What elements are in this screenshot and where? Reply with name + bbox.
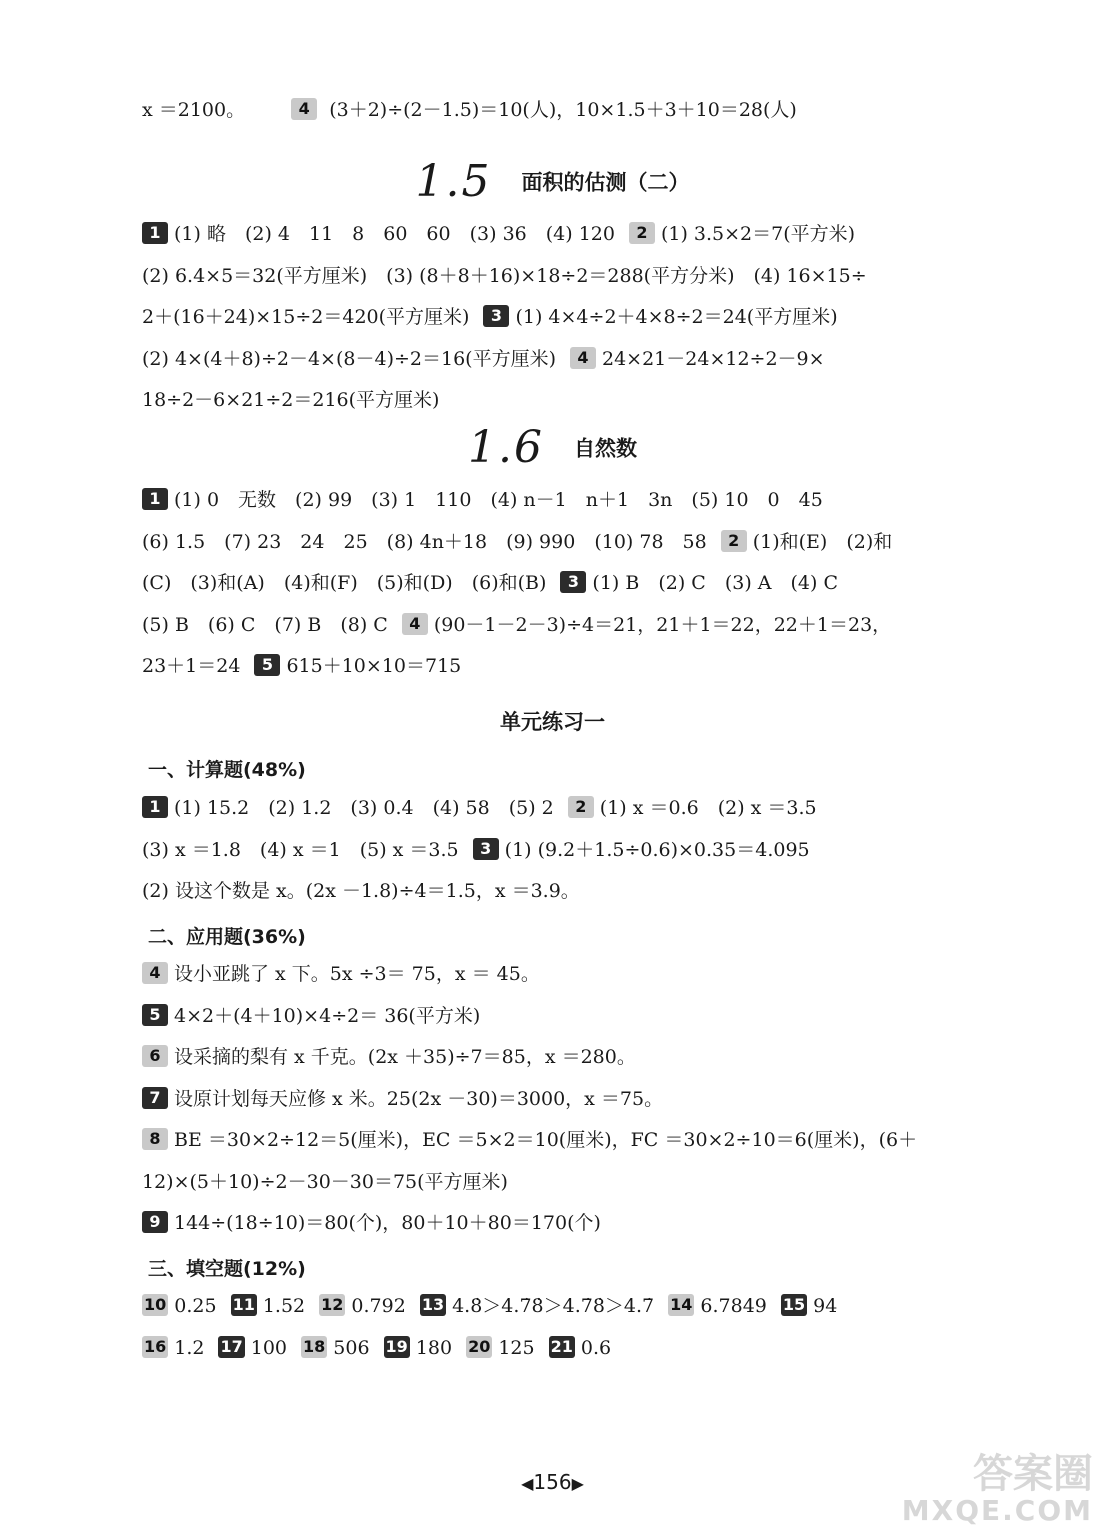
question-badge: 3 bbox=[483, 305, 509, 327]
answer-line bbox=[142, 1163, 1043, 1201]
part-heading-application: 二、应用题(36%) bbox=[148, 926, 306, 948]
answer-text: 1.2 bbox=[174, 1336, 205, 1359]
answer-segment bbox=[142, 381, 439, 419]
answer-text: (1) B (2) C (3) A (4) C bbox=[592, 572, 838, 594]
answer-segment bbox=[218, 1329, 287, 1367]
answer-line bbox=[142, 606, 1043, 644]
answer-line bbox=[142, 1038, 1043, 1076]
answer-text: 18÷2－6×21÷2＝216(平方厘米) bbox=[142, 389, 440, 411]
answer-text: (1) (9.2＋1.5÷0.6)×0.35＝4.095 bbox=[504, 838, 810, 861]
answer-text: 设采摘的梨有 x 千克。(2x ＋35)÷7＝85，x ＝280。 bbox=[174, 1046, 636, 1068]
section-number: 1.6 bbox=[467, 422, 544, 473]
answer-text: (1) x ＝0.6 (2) x ＝3.5 bbox=[599, 797, 817, 819]
answer-segment bbox=[568, 789, 817, 827]
section-heading-1-5 bbox=[0, 156, 1105, 207]
answer-text: 180 bbox=[415, 1336, 453, 1359]
answer-segment bbox=[560, 564, 838, 602]
answer-line bbox=[142, 298, 1043, 336]
answer-line bbox=[142, 1121, 1043, 1159]
question-badge: 15 bbox=[782, 1295, 806, 1314]
question-badge: 2 bbox=[568, 796, 594, 818]
question-badge: 5 bbox=[254, 654, 280, 676]
answer-segment bbox=[142, 647, 240, 685]
question-badge: 9 bbox=[142, 1211, 168, 1233]
answer-text: 24×21－24×12÷2－9× bbox=[602, 347, 825, 370]
answer-text: BE ＝30×2÷12＝5(厘米)，EC ＝5×2＝10(厘米)，FC ＝30×2÷10＝6(厘米)，(6＋ bbox=[174, 1129, 918, 1151]
answer-line bbox=[142, 647, 1043, 685]
answer-line bbox=[142, 831, 1043, 869]
question-badge: 4 bbox=[570, 347, 596, 369]
question-badge: 11 bbox=[232, 1295, 255, 1314]
answer-text: (C) (3)和(A) (4)和(F) (5)和(D) (6)和(B) bbox=[142, 572, 547, 594]
answer-text: 0.25 bbox=[174, 1295, 217, 1317]
answer-segment bbox=[319, 1287, 406, 1325]
question-badge: 12 bbox=[321, 1295, 344, 1314]
question-badge: 3 bbox=[560, 571, 586, 593]
question-badge: 2 bbox=[629, 222, 655, 244]
question-badge: 21 bbox=[550, 1336, 573, 1356]
answer-line bbox=[142, 1329, 1043, 1367]
answer-text: (90－1－2－3)÷4＝21，21＋1＝22，22＋1＝23， bbox=[433, 613, 892, 636]
answer-segment bbox=[142, 955, 540, 993]
answer-segment bbox=[142, 1080, 663, 1118]
answer-line bbox=[142, 257, 1043, 295]
answer-text: (1)和(E) (2)和 bbox=[752, 530, 893, 553]
question-badge: 19 bbox=[385, 1336, 408, 1356]
answer-text: 125 bbox=[498, 1336, 535, 1359]
answer-segment bbox=[142, 215, 615, 253]
answer-segment bbox=[142, 481, 823, 519]
answer-text: (1) 15.2 (2) 1.2 (3) 0.4 (4) 58 (5) 2 bbox=[174, 797, 554, 819]
section-title: 面积的估测（二） bbox=[521, 170, 690, 195]
answer-text: 94 bbox=[813, 1295, 838, 1317]
answer-text: 100 bbox=[250, 1336, 288, 1359]
answer-segment bbox=[142, 257, 867, 295]
question-badge: 6 bbox=[142, 1045, 168, 1067]
answer-line bbox=[142, 955, 1043, 993]
question-badge: 4 bbox=[291, 98, 317, 120]
part-heading-fill: 三、填空题(12%) bbox=[148, 1258, 306, 1280]
unit-exercise-heading bbox=[0, 706, 1105, 736]
answer-segment bbox=[668, 1287, 767, 1325]
section-title: 自然数 bbox=[574, 436, 638, 461]
answer-line bbox=[142, 564, 1043, 602]
answer-line bbox=[142, 997, 1043, 1035]
answer-line bbox=[142, 523, 1043, 561]
answer-segment bbox=[142, 831, 459, 869]
answer-text: 12)×(5＋10)÷2－30－30＝75(平方厘米) bbox=[142, 1170, 508, 1193]
top-answer-line bbox=[142, 91, 1043, 129]
watermark-line-2: MXQE.COM bbox=[901, 1494, 1093, 1527]
answer-text: (1) 4×4÷2＋4×8÷2＝24(平方厘米) bbox=[515, 306, 838, 328]
question-badge: 1 bbox=[142, 222, 168, 244]
answer-text: 6.7849 bbox=[700, 1295, 767, 1317]
answer-segment bbox=[142, 1038, 636, 1076]
answer-text: (3) x ＝1.8 (4) x ＝1 (5) x ＝3.5 bbox=[142, 838, 459, 861]
answer-text: 615＋10×10＝715 bbox=[286, 655, 462, 677]
answer-text: (1) 略 (2) 4 11 8 60 60 (3) 36 (4) 120 bbox=[174, 223, 615, 245]
answer-segment bbox=[231, 1287, 306, 1325]
answer-text: (2) 6.4×5＝32(平方厘米) (3) (8＋8＋16)×18÷2＝288(平方分米) (4) 16×15÷ bbox=[142, 264, 867, 287]
watermark-line-1: 答案圈 bbox=[973, 1451, 1093, 1497]
answer-text: (1) 0 无数 (2) 99 (3) 1 110 (4) n－1 n＋1 3n (5) 10 0 45 bbox=[174, 489, 823, 511]
answer-segment bbox=[142, 789, 554, 827]
answer-segment bbox=[142, 523, 707, 561]
answer-segment bbox=[301, 1329, 370, 1367]
answer-line bbox=[142, 1204, 1043, 1242]
answer-line bbox=[142, 1287, 1043, 1325]
answer-text: 4×2＋(4＋10)×4÷2＝ 36(平方米) bbox=[174, 1004, 481, 1027]
answer-segment bbox=[142, 298, 469, 336]
answer-text: 0.6 bbox=[580, 1336, 612, 1359]
answer-text: 0.792 bbox=[351, 1295, 406, 1317]
question-badge: 1 bbox=[142, 488, 168, 510]
answer-segment bbox=[254, 647, 461, 685]
top-answer-text: (3＋2)÷(2－1.5)＝10(人)，10×1.5＋3＋10＝28(人) bbox=[329, 99, 797, 121]
question-badge: 17 bbox=[220, 1336, 243, 1356]
answer-segment bbox=[420, 1287, 654, 1325]
answer-segment bbox=[570, 340, 825, 378]
answer-text: (5) B (6) C (7) B (8) C bbox=[142, 613, 388, 636]
right-arrow-icon: ▶ bbox=[571, 1474, 584, 1493]
unit-title: 单元练习一 bbox=[500, 710, 605, 734]
answer-segment bbox=[142, 1163, 508, 1201]
answer-text: 设原计划每天应修 x 米。25(2x －30)＝3000，x ＝75。 bbox=[174, 1087, 664, 1110]
answer-text: (2) 4×(4＋8)÷2－4×(8－4)÷2＝16(平方厘米) bbox=[142, 347, 556, 370]
question-badge: 1 bbox=[142, 796, 168, 818]
answer-text: (1) 3.5×2＝7(平方米) bbox=[660, 223, 856, 245]
answer-line bbox=[142, 1080, 1043, 1118]
question-badge: 4 bbox=[402, 613, 428, 635]
answer-segment bbox=[142, 606, 388, 644]
answer-text: (2) 设这个数是 x。(2x －1.8)÷4＝1.5，x ＝3.9。 bbox=[142, 880, 580, 902]
answer-line bbox=[142, 481, 1043, 519]
answer-text: 2＋(16＋24)×15÷2＝420(平方厘米) bbox=[142, 306, 470, 328]
question-badge: 5 bbox=[142, 1004, 168, 1026]
answer-segment bbox=[142, 997, 480, 1035]
answer-line bbox=[142, 381, 1043, 419]
answer-text: 设小亚跳了 x 下。5x ÷3＝ 75，x ＝ 45。 bbox=[174, 963, 540, 985]
page-number: 156 bbox=[533, 1470, 572, 1494]
question-badge: 13 bbox=[421, 1295, 445, 1314]
answer-segment bbox=[549, 1329, 611, 1367]
question-badge: 4 bbox=[142, 962, 168, 984]
answer-line bbox=[142, 215, 1043, 253]
question-badge: 2 bbox=[721, 530, 747, 552]
answer-line bbox=[142, 789, 1043, 827]
question-badge: 14 bbox=[670, 1295, 693, 1314]
answer-text: 1.52 bbox=[262, 1295, 306, 1317]
question-badge: 7 bbox=[142, 1087, 168, 1109]
answer-segment bbox=[142, 872, 580, 910]
answer-segment bbox=[466, 1329, 535, 1367]
question-badge: 8 bbox=[142, 1128, 168, 1150]
answer-segment bbox=[142, 1287, 217, 1325]
part-heading-calc: 一、计算题(48%) bbox=[148, 759, 306, 781]
answer-segment bbox=[142, 1329, 204, 1367]
answer-line bbox=[142, 340, 1043, 378]
answer-segment bbox=[142, 340, 556, 378]
answer-text: 144÷(18÷10)＝80(个)，80＋10＋80＝170(个) bbox=[174, 1212, 601, 1234]
answer-segment bbox=[142, 1121, 917, 1159]
answer-segment bbox=[142, 564, 546, 602]
answer-segment bbox=[473, 831, 810, 869]
section-heading-1-6 bbox=[0, 422, 1105, 473]
answer-line bbox=[142, 872, 1043, 910]
question-badge: 10 bbox=[144, 1295, 167, 1314]
question-badge: 3 bbox=[473, 838, 499, 860]
answer-segment bbox=[781, 1287, 837, 1325]
answer-segment bbox=[384, 1329, 453, 1367]
answer-segment bbox=[629, 215, 855, 253]
watermark-logo bbox=[902, 1452, 1093, 1526]
answer-text: 506 bbox=[333, 1336, 370, 1359]
section-number: 1.5 bbox=[415, 156, 492, 207]
answer-text: 4.8̇＞4.7̇8̇＞4.7̇8̇＞4.7̇ bbox=[452, 1295, 655, 1317]
question-badge: 20 bbox=[468, 1336, 491, 1356]
answer-text: 23＋1＝24 bbox=[142, 655, 241, 677]
answer-segment bbox=[402, 606, 891, 644]
left-arrow-icon: ◀ bbox=[521, 1474, 534, 1493]
answer-segment bbox=[483, 298, 837, 336]
question-badge: 16 bbox=[144, 1336, 167, 1356]
answer-segment bbox=[142, 1204, 601, 1242]
answer-segment bbox=[721, 523, 893, 561]
top-left-text: x ＝2100。 bbox=[142, 99, 246, 121]
answer-text: (6) 1.5 (7) 23 24 25 (8) 4n＋18 (9) 990 (10) 78 58 bbox=[142, 530, 707, 553]
question-badge: 18 bbox=[303, 1336, 326, 1356]
